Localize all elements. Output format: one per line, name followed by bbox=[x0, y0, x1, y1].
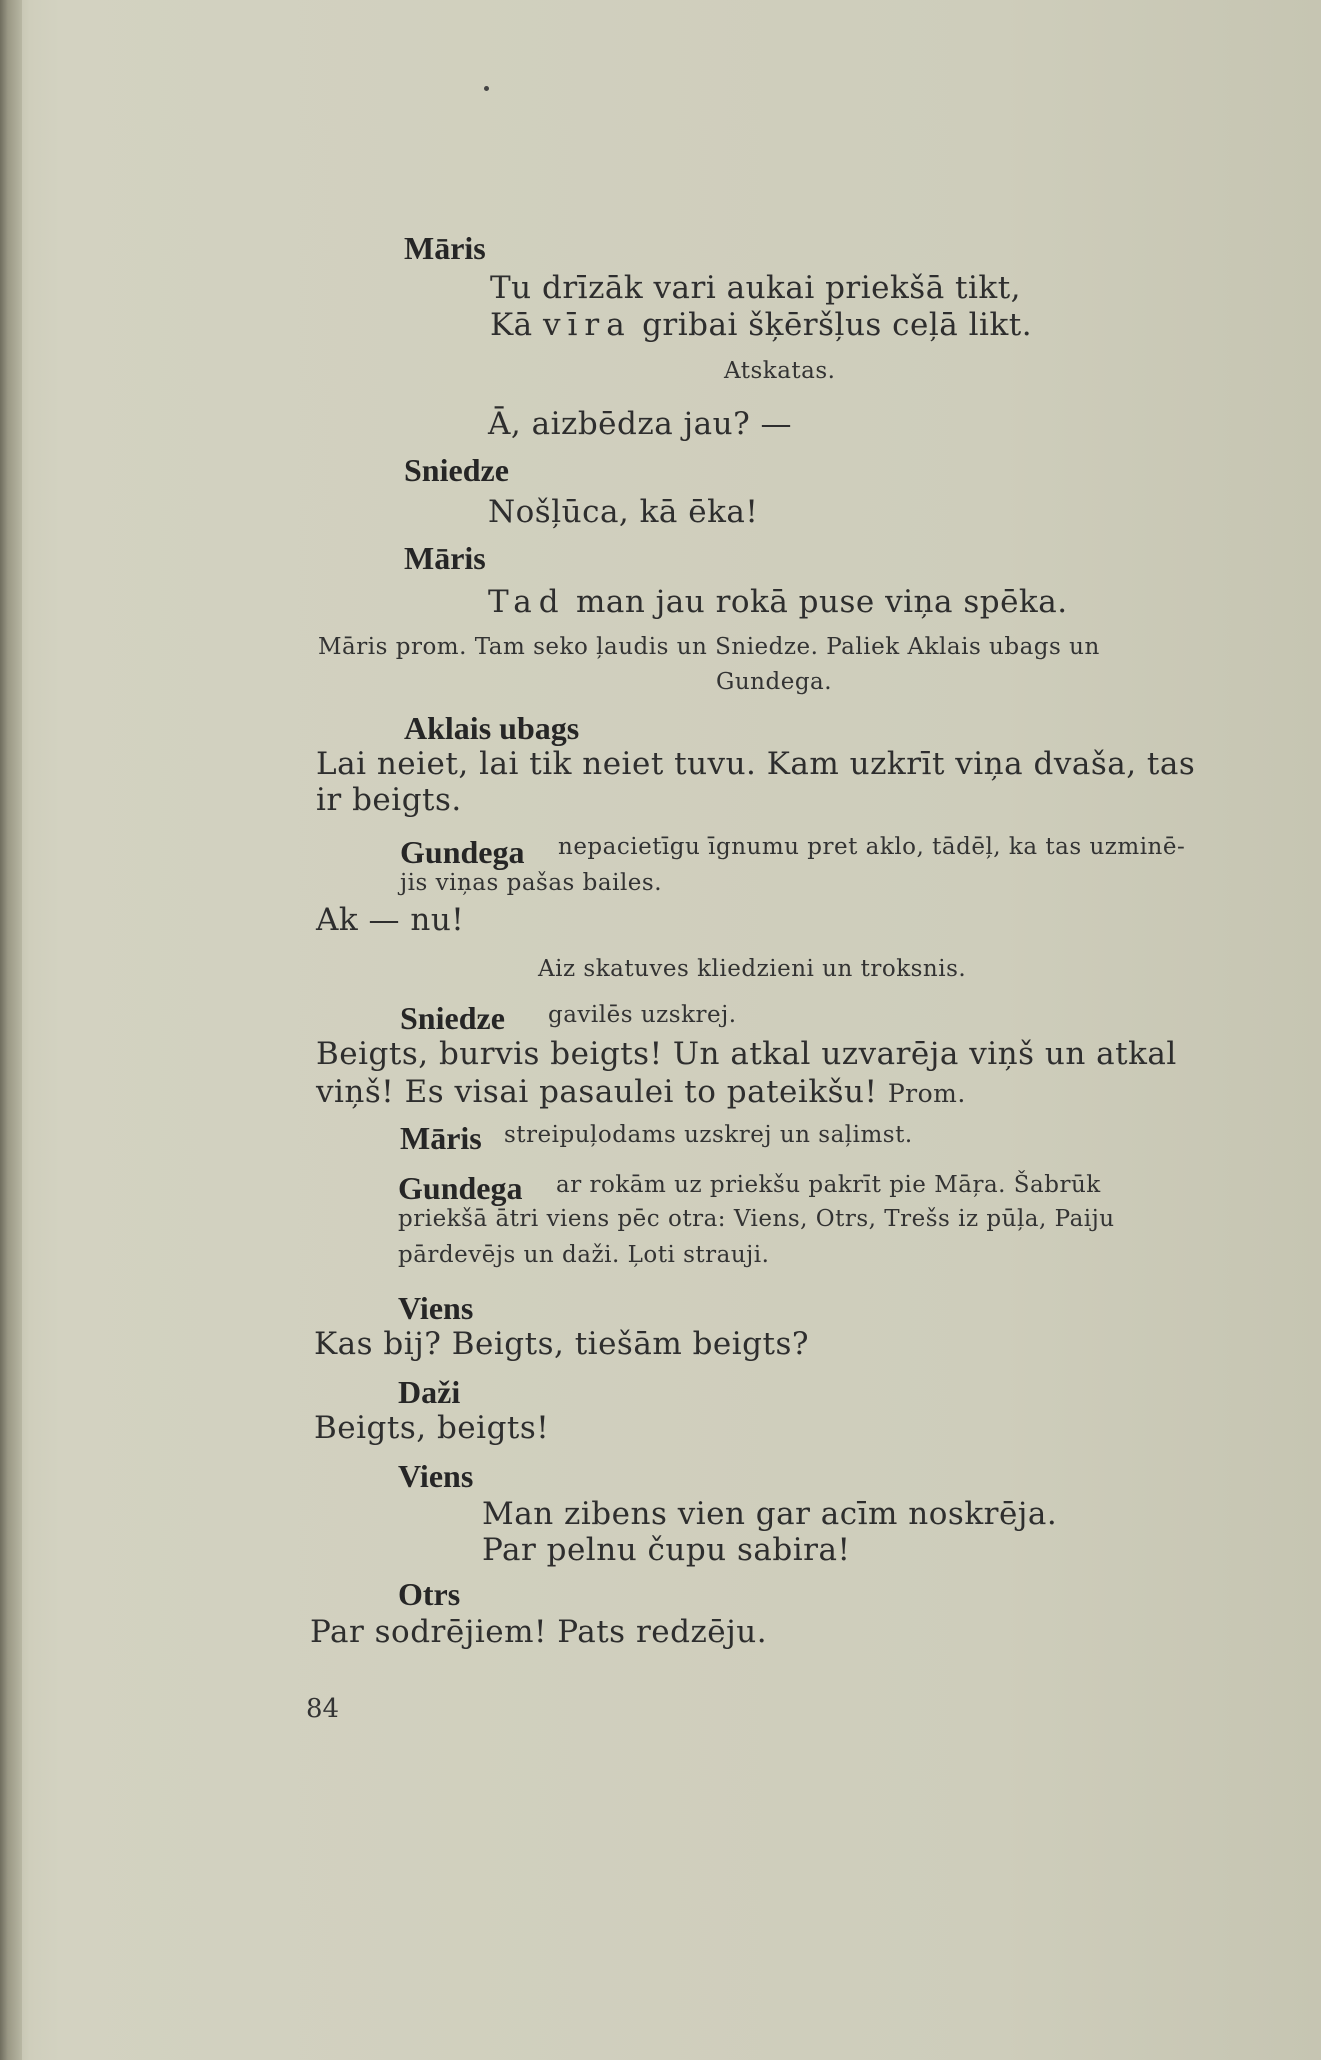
verse-line: Ak — nu! bbox=[316, 902, 465, 938]
stage-direction-inline: Prom. bbox=[887, 1079, 966, 1108]
speaker-label: Māris bbox=[404, 230, 486, 266]
verse-segment-spaced: vīra bbox=[543, 307, 632, 343]
stage-direction: ar rokām uz priekšu pakrīt pie Māŗa. Šabrūk bbox=[556, 1172, 1101, 1198]
verse-line bbox=[488, 584, 1068, 620]
prose-line: Lai neiet, lai tik neiet tuvu. Kam uzkrīt viņa dvaša, tas bbox=[316, 746, 1196, 782]
stage-direction: streipuļodams uzskrej un saļimst. bbox=[504, 1122, 913, 1148]
speaker-label: Viens bbox=[398, 1458, 474, 1494]
prose-line bbox=[316, 1074, 966, 1110]
verse-line: Man zibens vien gar acīm noskrēja. bbox=[482, 1496, 1058, 1532]
verse-segment: gribai šķēršļus ceļā likt. bbox=[631, 307, 1033, 343]
verse-segment: Kā bbox=[490, 307, 543, 343]
prose-line: Beigts, burvis beigts! Un atkal uzvarēja viņš un atkal bbox=[316, 1036, 1177, 1072]
prose-segment: viņš! Es visai pasaulei to pateikšu! bbox=[316, 1074, 878, 1110]
verse-line: Nošļūca, kā ēka! bbox=[488, 494, 759, 530]
stage-direction: gavilēs uzskrej. bbox=[548, 1002, 737, 1028]
stage-direction: priekšā ātri viens pēc otra: Viens, Otrs, Trešs iz pūļa, Paiju bbox=[398, 1206, 1115, 1232]
verse-line: Par pelnu čupu sabira! bbox=[482, 1532, 851, 1568]
page-number: 84 bbox=[306, 1694, 340, 1724]
verse-line bbox=[490, 307, 1032, 343]
stage-direction: pārdevējs un daži. Ļoti strauji. bbox=[398, 1242, 770, 1268]
speaker-label: Sniedze bbox=[400, 1000, 505, 1036]
stage-direction: Aiz skatuves kliedzieni un troksnis. bbox=[538, 956, 967, 982]
stage-direction: nepacietīgu īgnumu pret aklo, tādēļ, ka tas uzminē- bbox=[558, 834, 1186, 860]
verse-line: Par sodrējiem! Pats redzēju. bbox=[310, 1614, 768, 1650]
speaker-label: Daži bbox=[398, 1374, 461, 1410]
stage-direction: Atskatas. bbox=[724, 358, 836, 384]
verse-segment-spaced: Tad bbox=[488, 584, 566, 620]
stage-direction: Gundega. bbox=[716, 669, 833, 695]
verse-segment: man jau rokā puse viņa spēka. bbox=[565, 584, 1068, 620]
speaker-label: Gundega bbox=[400, 834, 525, 870]
speaker-label: Otrs bbox=[398, 1576, 461, 1612]
verse-line: Tu drīzāk vari aukai priekšā tikt, bbox=[490, 270, 1022, 306]
print-speck bbox=[484, 86, 489, 91]
speaker-label: Aklais ubags bbox=[404, 710, 580, 746]
verse-line: Beigts, beigts! bbox=[314, 1410, 550, 1446]
speaker-label: Gundega bbox=[398, 1170, 523, 1206]
speaker-label: Viens bbox=[398, 1290, 474, 1326]
book-spine bbox=[0, 0, 22, 2060]
prose-line: ir beigts. bbox=[316, 782, 462, 818]
stage-direction: jis viņas pašas bailes. bbox=[400, 870, 663, 896]
verse-line: Ā, aizbēdza jau? — bbox=[488, 406, 793, 442]
stage-direction: Māris prom. Tam seko ļaudis un Sniedze. Paliek Aklais ubags un bbox=[318, 634, 1100, 660]
speaker-label: Sniedze bbox=[404, 452, 509, 488]
verse-line: Kas bij? Beigts, tiešām beigts? bbox=[314, 1326, 810, 1362]
speaker-label: Māris bbox=[404, 540, 486, 576]
speaker-label: Māris bbox=[400, 1120, 482, 1156]
